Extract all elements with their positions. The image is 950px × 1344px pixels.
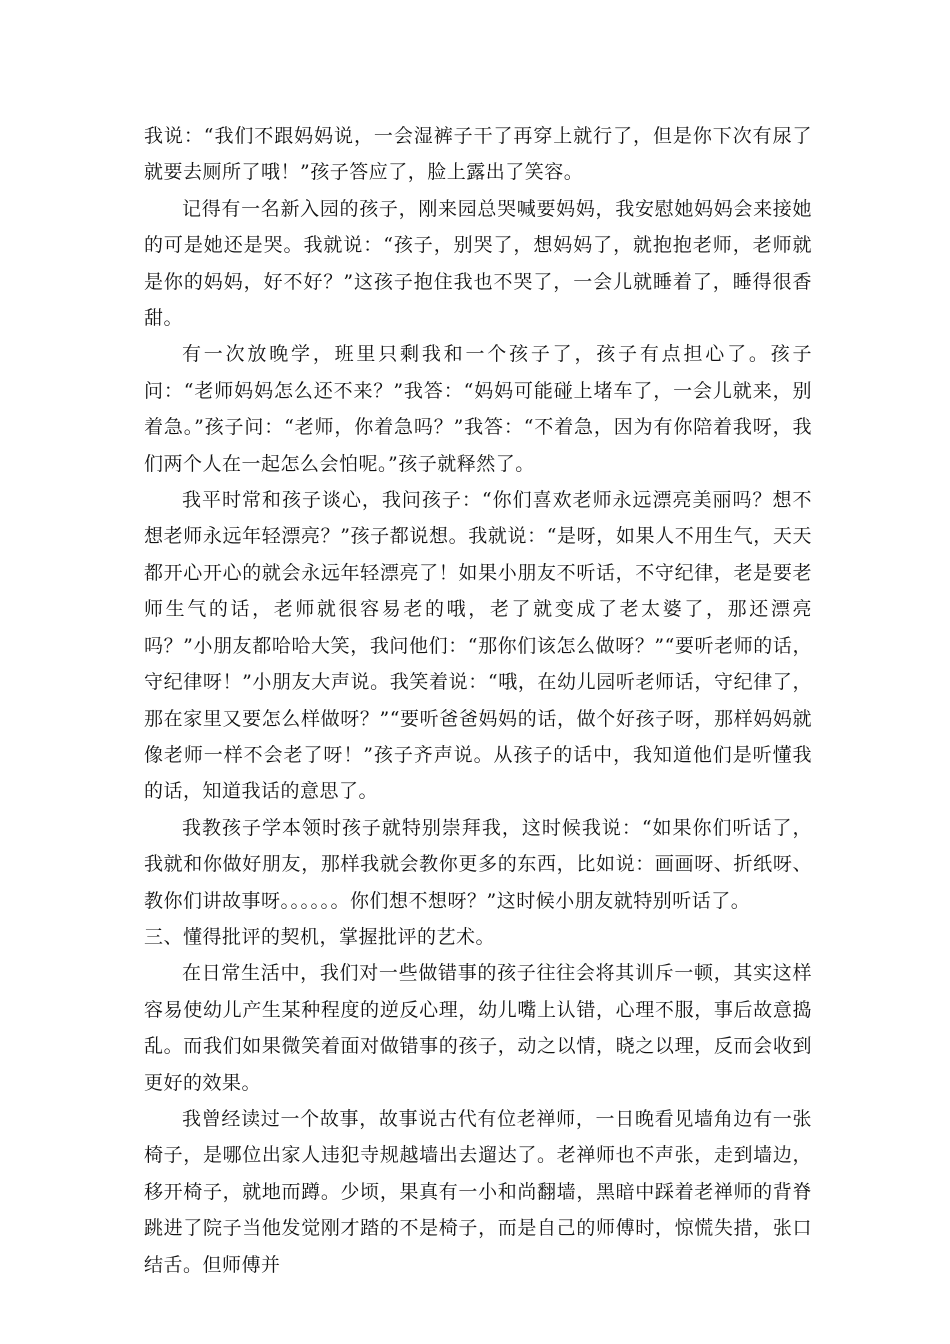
paragraph-after-school: 有一次放晚学，班里只剩我和一个孩子了，孩子有点担心了。孩子问：“老师妈妈怎么还不来？”我答：“妈妈可能碰上堵车了，一会儿就来，别着急。”孩子问：“老师，你着急吗？”我答：“不着急，因为有你陪着我呀，我们两个人在一起怎么会怕呢。”孩子就释然了。 (144, 343, 812, 475)
paragraph-new-student: 记得有一名新入园的孩子，刚来园总哭喊要妈妈，我安慰她妈妈会来接她的可是她还是哭。我就说：“孩子，别哭了，想妈妈了，就抱抱老师，老师就是你的妈妈，好不好？”这孩子抱住我也不哭了，一会儿就睡着了，睡得很香甜。 (144, 197, 812, 330)
paragraph-heart-talk: 我平时常和孩子谈心，我问孩子：“你们喜欢老师永远漂亮美丽吗？想不想老师永远年轻漂亮？”孩子都说想。我就说：“是呀，如果人不用生气，天天都开心开心的就会永远年轻漂亮了！如果小朋友不听话，不守纪律，老是要老师生气的话，老师就很容易老的哦，老了就变成了老太婆了，那还漂亮吗？”小朋友都哈哈大笑，我问他们：“那你们该怎么做呀？”“要听老师的话，守纪律呀！”小朋友大声说。我笑着说：“哦，在幼儿园听老师话，守纪律了，那在家里又要怎么样做呀？”“要听爸爸妈妈的话，做个好孩子呀，那样妈妈就像老师一样不会老了呀！”孩子齐声说。从孩子的话中，我知道他们是听懂我的话，知道我话的意思了。 (144, 489, 812, 803)
document-body (144, 118, 812, 1283)
paragraph-teaching-skills: 我教孩子学本领时孩子就特别崇拜我，这时候我说：“如果你们听话了，我就和你做好朋友，那样我就会教你更多的东西，比如说：画画呀、折纸呀、教你们讲故事呀。。。。。。你们想不想呀？”这时候小朋友就特别听话了。 (144, 816, 812, 912)
paragraph-continuation: 我说：“我们不跟妈妈说，一会湿裤子干了再穿上就行了，但是你下次有尿了就要去厕所了哦！”孩子答应了，脸上露出了笑容。 (144, 125, 812, 184)
paragraph-zen-story: 我曾经读过一个故事，故事说古代有位老禅师，一日晚看见墙角边有一张椅子，是哪位出家人违犯寺规越墙出去遛达了。老禅师也不声张，走到墙边，移开椅子，就地而蹲。少顷，果真有一小和尚翻墙，黑暗中踩着老禅师的背脊跳进了院子当他发觉刚才踏的不是椅子，而是自己的师傅时，惊慌失措，张口结舌。但师傅并 (144, 1107, 812, 1276)
paragraph-criticism: 在日常生活中，我们对一些做错事的孩子往往会将其训斥一顿，其实这样容易使幼儿产生某种程度的逆反心理，幼儿嘴上认错，心理不服，事后故意捣乱。而我们如果微笑着面对做错事的孩子，动之以情，晓之以理，反而会收到更好的效果。 (144, 962, 812, 1094)
section-heading: 三、懂得批评的契机，掌握批评的艺术。 (144, 925, 496, 948)
